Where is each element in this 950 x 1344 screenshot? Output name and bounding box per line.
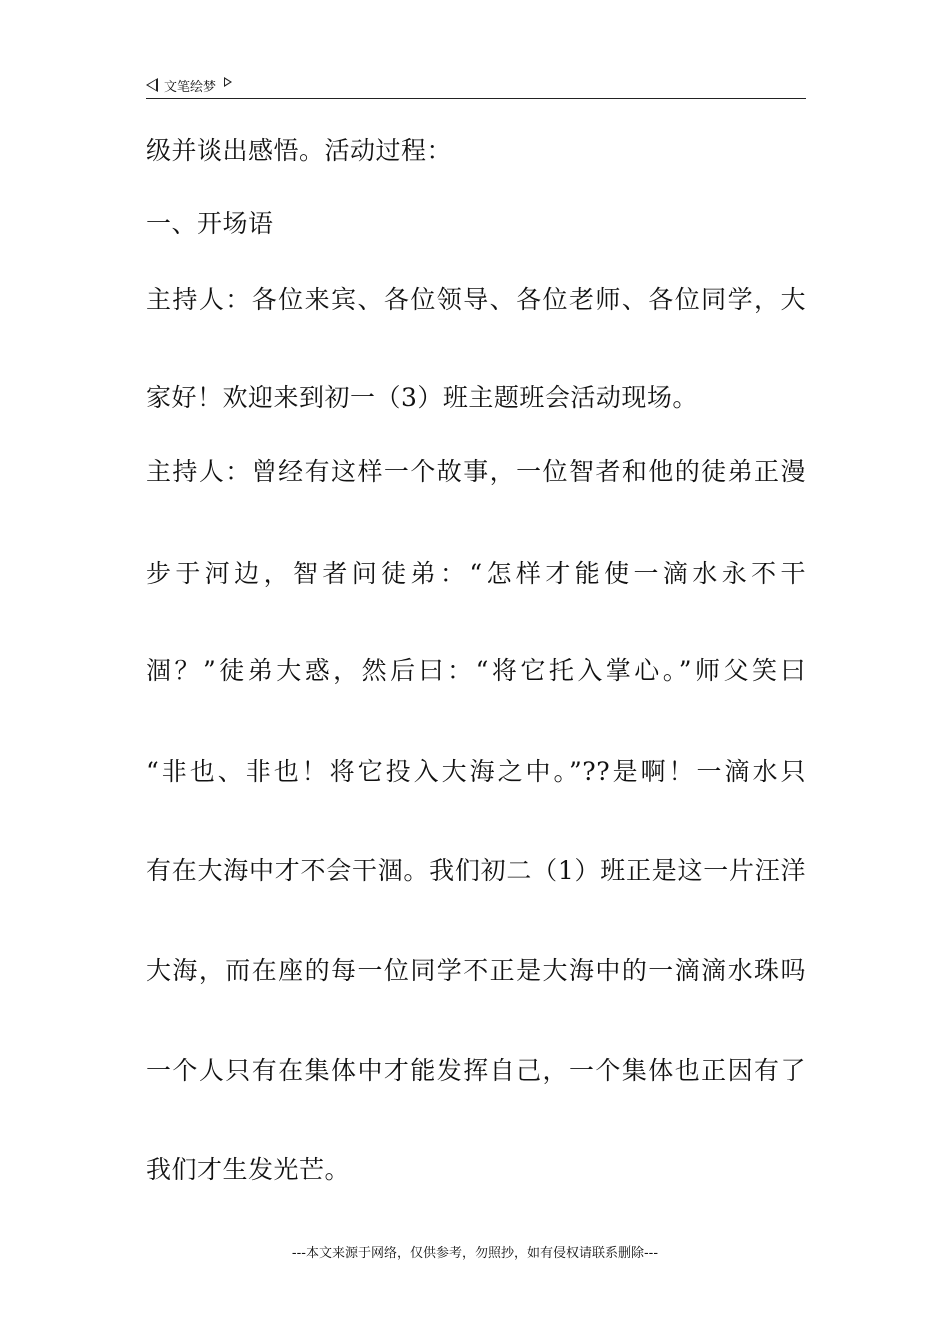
text-line: 家好！欢迎来到初一（3）班主题班会活动现场。 — [146, 383, 698, 412]
header-title: 文笔绘梦 — [164, 79, 217, 95]
text-line: 大海，而在座的每一位同学不正是大海中的一滴滴水珠吗 — [146, 956, 806, 985]
text-line: 一个人只有在集体中才能发挥自己，一个集体也正因有了 — [146, 1056, 806, 1085]
text-line: 步于河边，智者问徒弟：“怎样才能使一滴水永不干 — [146, 559, 806, 588]
header-bar — [146, 74, 232, 96]
text-line: 级并谈出感悟。活动过程： — [146, 136, 453, 165]
text-line: 有在大海中才不会干涸。我们初二（1）班正是这一片汪洋 — [146, 856, 806, 885]
triangle-right-icon — [224, 77, 232, 87]
triangle-left-icon — [146, 78, 158, 92]
footer-disclaimer: ---本文来源于网络，仅供参考，勿照抄，如有侵权请联系删除--- — [291, 1246, 659, 1261]
text-line: 主持人：各位来宾、各位领导、各位老师、各位同学，大 — [146, 285, 806, 314]
text-line: 我们才生发光芒。 — [146, 1155, 351, 1184]
text-line: 主持人：曾经有这样一个故事，一位智者和他的徒弟正漫 — [146, 457, 806, 486]
section-heading: 一、开场语 — [146, 209, 274, 238]
text-line: “非也、非也！将它投入大海之中。”??是啊！一滴水只 — [146, 757, 806, 786]
text-line: 涸？”徒弟大惑，然后曰：“将它托入掌心。”师父笑曰 — [146, 656, 806, 685]
page-header — [146, 74, 806, 99]
